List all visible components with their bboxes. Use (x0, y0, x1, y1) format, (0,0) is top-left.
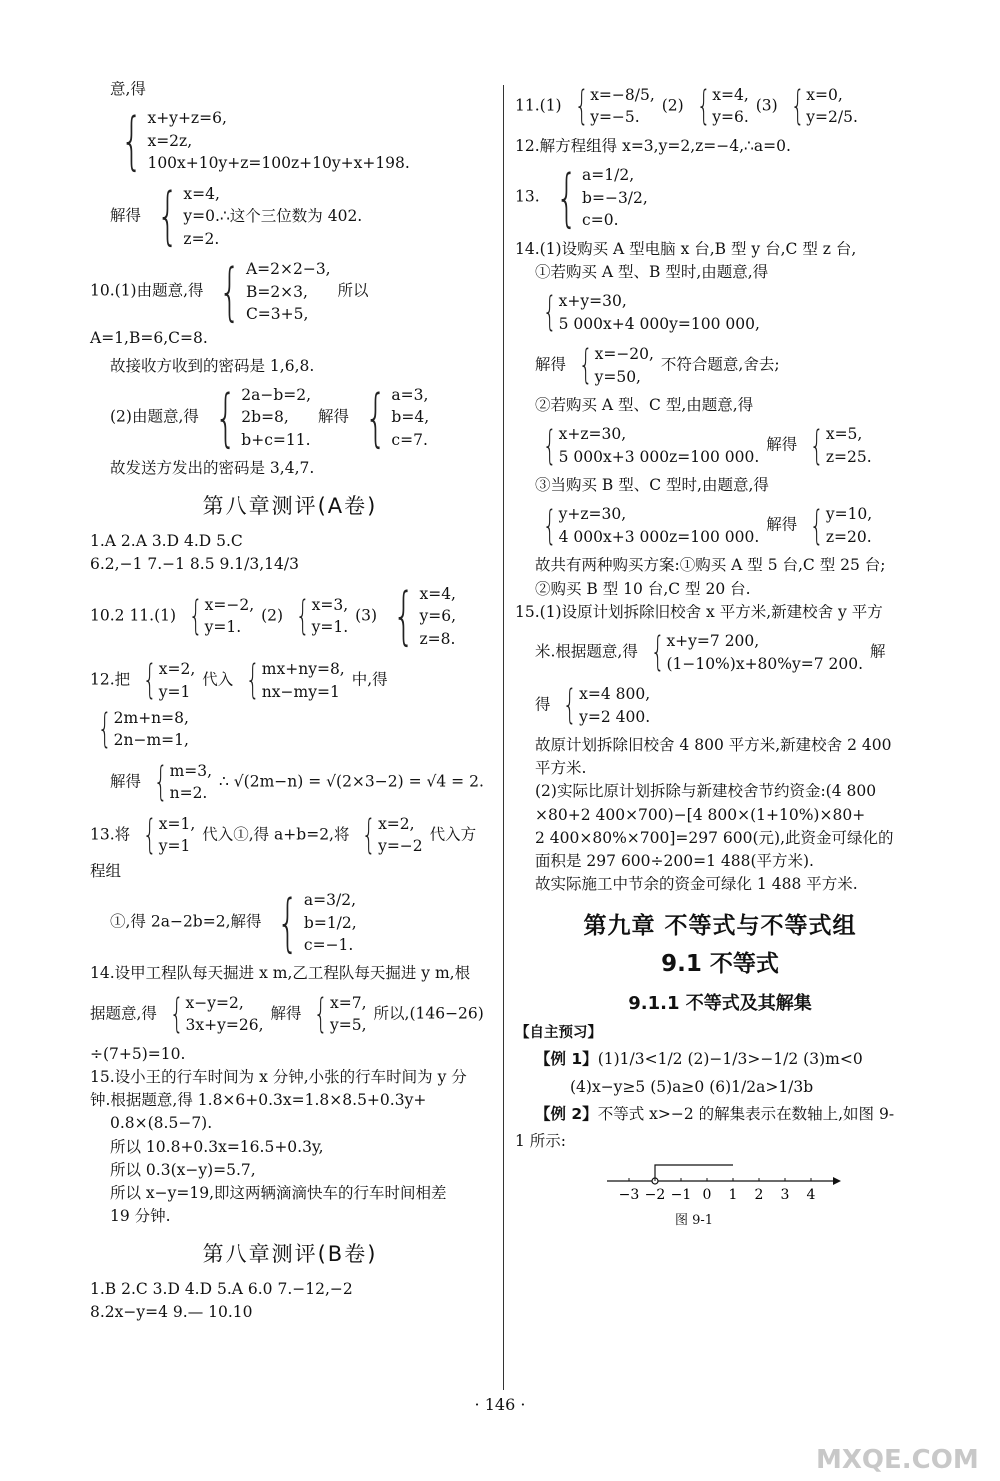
equation: { 2a−b=2, (241, 385, 312, 404)
text-line: ②若购买 A 型、C 型,由题意,得 (535, 395, 754, 414)
brace-system (537, 290, 760, 335)
text: 10.2 11.(1) (90, 606, 177, 625)
text-line: 15.(1)设原计划拆除旧校舍 x 平方米,新建校舍 y 平方 (515, 602, 883, 621)
equation: { x=−8/5, (590, 86, 655, 104)
equation: y=1. (311, 618, 349, 637)
equation: b=−3/2, (582, 188, 648, 207)
brace-system (569, 84, 655, 129)
example-label: 【例 1】 (535, 1050, 598, 1069)
text: (3) (355, 606, 378, 625)
equation: { A=2×2−3, (245, 260, 331, 279)
text-line: 12.解方程组得 x=3,y=2,z=−4,∴a=0. (515, 136, 791, 155)
equation: x=2z, (147, 131, 193, 150)
equation: 4 000x+3 000z=100 000. (558, 527, 760, 546)
text-line: 14.设甲工程队每天掘进 x m,乙工程队每天掘进 y m,根 (90, 964, 471, 983)
text: 13. (515, 187, 540, 206)
brace-system (691, 84, 749, 129)
watermark-logo (808, 1400, 988, 1475)
equation: { mx+ny=8, (261, 660, 345, 679)
equation: 100x+10y+z=100z+10y+x+198. (147, 154, 410, 173)
text-line: 钟.根据题意,得 1.8×6+0.3x=1.8×8.5+0.3y+ (90, 1091, 427, 1110)
equation: { x−y=2, (185, 993, 244, 1012)
equation: { m=3, (169, 761, 213, 780)
solution-block (515, 341, 925, 390)
text-line: ②购买 B 型 10 台,C 型 20 台. (535, 579, 751, 598)
equation: { a=3, (391, 385, 429, 404)
brace-system (183, 594, 254, 639)
text-line: 故原计划拆除旧校舍 4 800 平方米,新建校舍 2 400 (535, 735, 892, 754)
text: 解得 (535, 355, 567, 374)
equation: B=2×3, (245, 282, 308, 301)
equation-system (90, 105, 490, 176)
text: (3) (755, 96, 778, 115)
equation: y=0.∴这个三位数为 402. (183, 207, 363, 226)
text: 所以 A=1,B=6,C=8. (90, 281, 369, 348)
text: ∴ √(2m−n) = √(2×3−2) = √4 = 2. (219, 772, 484, 791)
text: 10.(1)由题意,得 (90, 281, 204, 300)
example-1 (515, 1048, 925, 1071)
equation: z=8. (419, 629, 456, 648)
equation: { 2m+n=8, (113, 708, 189, 727)
brace-system (210, 258, 330, 325)
solution-ray (655, 1165, 733, 1181)
text-line: 15.设小王的行车时间为 x 分钟,小张的行车时间为 y 分 (90, 1067, 467, 1086)
equation: b+c=11. (241, 430, 311, 449)
column-divider (503, 85, 504, 1390)
brace-system (240, 658, 345, 703)
answer-line: 1.B 2.C 3.D 4.D 5.A 6.0 7.−12,−2 (90, 1280, 353, 1299)
text: 不等式 x>−2 的解集表示在数轴上,如图 9- (597, 1104, 895, 1123)
text-line: 所以 0.3(x−y)=5.7, (110, 1160, 256, 1179)
text: 代入①,得 a+b=2,将 (202, 825, 350, 844)
text: 13.将 (90, 825, 131, 844)
text-line: (4)x−y≥5 (5)a≥0 (6)1/2a>1/3b (570, 1077, 814, 1096)
equation: y=50, (594, 367, 641, 386)
brace-system (92, 707, 189, 752)
left-column (90, 78, 490, 1325)
answer-line: 1.A 2.A 3.D 4.D 5.C (90, 532, 243, 551)
number-line-figure (605, 1159, 925, 1230)
equation: y=2/5. (806, 108, 858, 127)
watermark-text: MXQE.COM (816, 1445, 979, 1475)
solution-block (515, 681, 925, 730)
equation: z=25. (825, 447, 872, 466)
text-line: 故共有两种购买方案:①购买 A 型 5 台,C 型 25 台; (535, 556, 886, 575)
equation: { x=4, (712, 86, 749, 104)
answer-14 (90, 990, 490, 1039)
equation: y=1 (158, 682, 191, 701)
section-title: 9.1 不等式 (661, 951, 779, 978)
text: 解得 (110, 772, 142, 791)
text-line: ×80+2 400×700)−[4 800×(1+10%)×80+ (535, 805, 866, 824)
text-line: 故接收方收到的密码是 1,6,8. (110, 356, 315, 375)
equation: z=20. (825, 527, 872, 546)
tick-label: 0 (702, 1187, 712, 1204)
brace-system (137, 813, 195, 858)
equation: { x=5, (825, 425, 863, 444)
equation: { x=2, (158, 660, 196, 679)
equation: b=4, (391, 408, 430, 427)
equation: y=6, (419, 607, 457, 626)
text: 所以,(146−26) (373, 1004, 484, 1023)
text-line: 平方米. (535, 759, 587, 778)
tick-label: 2 (754, 1187, 764, 1204)
tick-label: −2 (644, 1187, 666, 1204)
brace-system (537, 503, 759, 548)
equation: { x=−2, (204, 595, 255, 614)
text: 据题意,得 (90, 1004, 157, 1023)
text: 中,得 (351, 670, 388, 689)
brace-system (206, 384, 311, 451)
equation: nx−my=1 (261, 682, 340, 701)
brace-system (308, 992, 366, 1037)
problem-10-part-1 (90, 256, 490, 351)
text: 解 (870, 642, 886, 661)
answer-12-solution (90, 758, 490, 807)
brace-system (384, 583, 456, 650)
solution-block (515, 421, 925, 470)
equation: { x=3, (311, 595, 349, 614)
equation: 5 000x+4 000y=100 000, (558, 314, 760, 333)
brace-system (356, 384, 429, 451)
text: 解得 (766, 435, 798, 454)
example-label: 【例 2】 (535, 1104, 598, 1123)
text: 解得 (318, 407, 350, 426)
tick-label: −1 (670, 1187, 692, 1204)
equation: z=2. (183, 229, 220, 248)
text-line: 所以 10.8+0.3x=16.5+0.3y, (110, 1137, 324, 1156)
equation: { x+y=7 200, (666, 632, 760, 651)
text-line: 意,得 (110, 80, 146, 98)
solution-block (515, 628, 925, 677)
equation-system (515, 288, 925, 337)
text: 解得 (270, 1004, 302, 1023)
equation: { x+z=30, (558, 425, 627, 444)
brace-system (785, 84, 858, 129)
tick-label: 3 (780, 1187, 790, 1204)
equation: c=0. (582, 211, 619, 230)
right-column (515, 78, 925, 1230)
equation: b=1/2, (303, 913, 357, 932)
equation: { x=4, (419, 584, 456, 603)
brace-system (112, 107, 410, 174)
equation: { x=4 800, (579, 685, 651, 704)
preview-tag: 【自主预习】 (515, 1024, 602, 1041)
equation: { a=1/2, (582, 166, 635, 185)
text-line: ③当购买 B 型、C 型时,由题意,得 (535, 476, 769, 495)
answer-line: 8.2x−y=4 9.— 10.10 (90, 1303, 253, 1322)
equation: 3x+y=26, (185, 1016, 264, 1035)
answer-11-right (515, 82, 925, 131)
text-line: 所以 x−y=19,即这两辆滴滴快车的行车时间相差 (110, 1184, 447, 1203)
section-title-b: 第八章测评(B卷) (202, 1241, 378, 1266)
text-line: ÷(7+5)=10. (90, 1044, 186, 1063)
equation: C=3+5, (245, 305, 309, 323)
equation: { x+y+z=6, (147, 109, 227, 128)
text: 11.(1) (515, 96, 562, 115)
equation: { x=1, (158, 814, 196, 833)
figure-caption: 图 9-1 (675, 1212, 714, 1228)
equation: { x=4, (183, 184, 220, 203)
solution-block (90, 181, 490, 252)
answer-line: 6.2,−1 7.−1 8.5 9.1/3,14/3 (90, 555, 299, 574)
text-line: 19 分钟. (110, 1207, 171, 1226)
equation: { x=2, (378, 814, 415, 833)
text: (2)由题意,得 (110, 407, 199, 426)
text-line: 1 所示: (515, 1132, 567, 1151)
brace-system (268, 889, 356, 956)
equation: n=2. (169, 784, 208, 803)
brace-system (547, 164, 648, 231)
answer-12 (90, 656, 490, 754)
text-line: (2)实际比原计划拆除与新建校舍节约资金:(4 800 (535, 782, 877, 801)
equation: y=6. (712, 108, 749, 127)
equation: 2b=8, (241, 408, 289, 427)
text: 解得 (110, 206, 142, 225)
text-line: ①若购买 A 型、B 型时,由题意,得 (535, 262, 769, 281)
text-line: 故发送方发出的密码是 3,4,7. (110, 459, 315, 478)
brace-system (148, 183, 362, 250)
text-line: 故实际施工中节余的资金可绿化 1 488 平方米. (535, 875, 858, 894)
equation: c=−1. (303, 935, 354, 954)
answer-13-right (515, 162, 925, 233)
equation: y=5, (330, 1016, 367, 1035)
brace-system (148, 760, 212, 805)
text-line: 面积是 297 600÷200=1 488(平方米). (535, 852, 814, 871)
equation: c=7. (391, 430, 428, 449)
equation: { x+y=30, (558, 292, 627, 311)
tick-label: −3 (618, 1187, 640, 1204)
text: (2) (261, 606, 284, 625)
equation: { x=0, (806, 86, 843, 104)
text: (1)1/3<1/2 (2)−1/3>−1/2 (3)m<0 (597, 1050, 863, 1069)
equation: 2n−m=1, (113, 731, 189, 750)
brace-system (137, 658, 195, 703)
example-2 (515, 1103, 925, 1126)
brace-system (645, 630, 863, 675)
text: ①,得 2a−2b=2,解得 (110, 912, 262, 931)
brace-system (804, 503, 872, 548)
text: 得 (535, 695, 551, 714)
text: 代入方程组 (90, 825, 477, 880)
equation: y=2 400. (579, 707, 651, 726)
equation: { a=3/2, (303, 891, 357, 910)
equation: { x=−20, (594, 345, 654, 364)
subsection-title: 9.1.1 不等式及其解集 (628, 992, 812, 1014)
solution-block (515, 501, 925, 550)
brace-system (557, 683, 650, 728)
equation: y=−5. (590, 108, 640, 127)
page-number: · 146 · (474, 1395, 526, 1414)
text: 解得 (766, 515, 798, 534)
equation: { x=7, (330, 993, 367, 1012)
brace-system (804, 423, 871, 468)
arrow-icon (833, 1177, 841, 1185)
brace-system (537, 423, 759, 468)
equation: { y+z=30, (558, 505, 627, 524)
section-title-a: 第八章测评(A卷) (202, 493, 378, 518)
text: (2) (661, 96, 684, 115)
problem-10-part-2 (90, 382, 490, 453)
equation: y=1 (158, 837, 191, 856)
text-line: 2 400×80%×700]=297 600(元),此资金可绿化的 (535, 828, 894, 847)
text: 米.根据题意,得 (535, 642, 638, 661)
answer-11 (90, 581, 490, 652)
equation: 5 000x+3 000z=100 000. (558, 447, 760, 466)
equation: { y=10, (825, 505, 873, 524)
text: 代入 (202, 670, 234, 689)
chapter-title: 第九章 不等式与不等式组 (583, 912, 857, 939)
equation: y=1. (204, 618, 242, 637)
brace-system (573, 343, 654, 388)
answer-13 (90, 811, 490, 883)
text-line: 0.8×(8.5−7). (110, 1114, 213, 1133)
tick-group (619, 1178, 816, 1203)
tick-label: 4 (806, 1187, 816, 1204)
tick-label: 1 (728, 1187, 738, 1204)
brace-system (290, 594, 348, 639)
equation: y=−2 (378, 837, 423, 856)
answer-13-solution (90, 887, 490, 958)
text-line: 14.(1)设购买 A 型电脑 x 台,B 型 y 台,C 型 z 台, (515, 239, 857, 258)
text: 不符合题意,舍去; (660, 355, 780, 374)
number-line (605, 1159, 845, 1203)
brace-system (164, 992, 264, 1037)
equation: (1−10%)x+80%y=7 200. (666, 654, 864, 673)
text: 12.把 (90, 670, 131, 689)
brace-system (356, 813, 422, 858)
